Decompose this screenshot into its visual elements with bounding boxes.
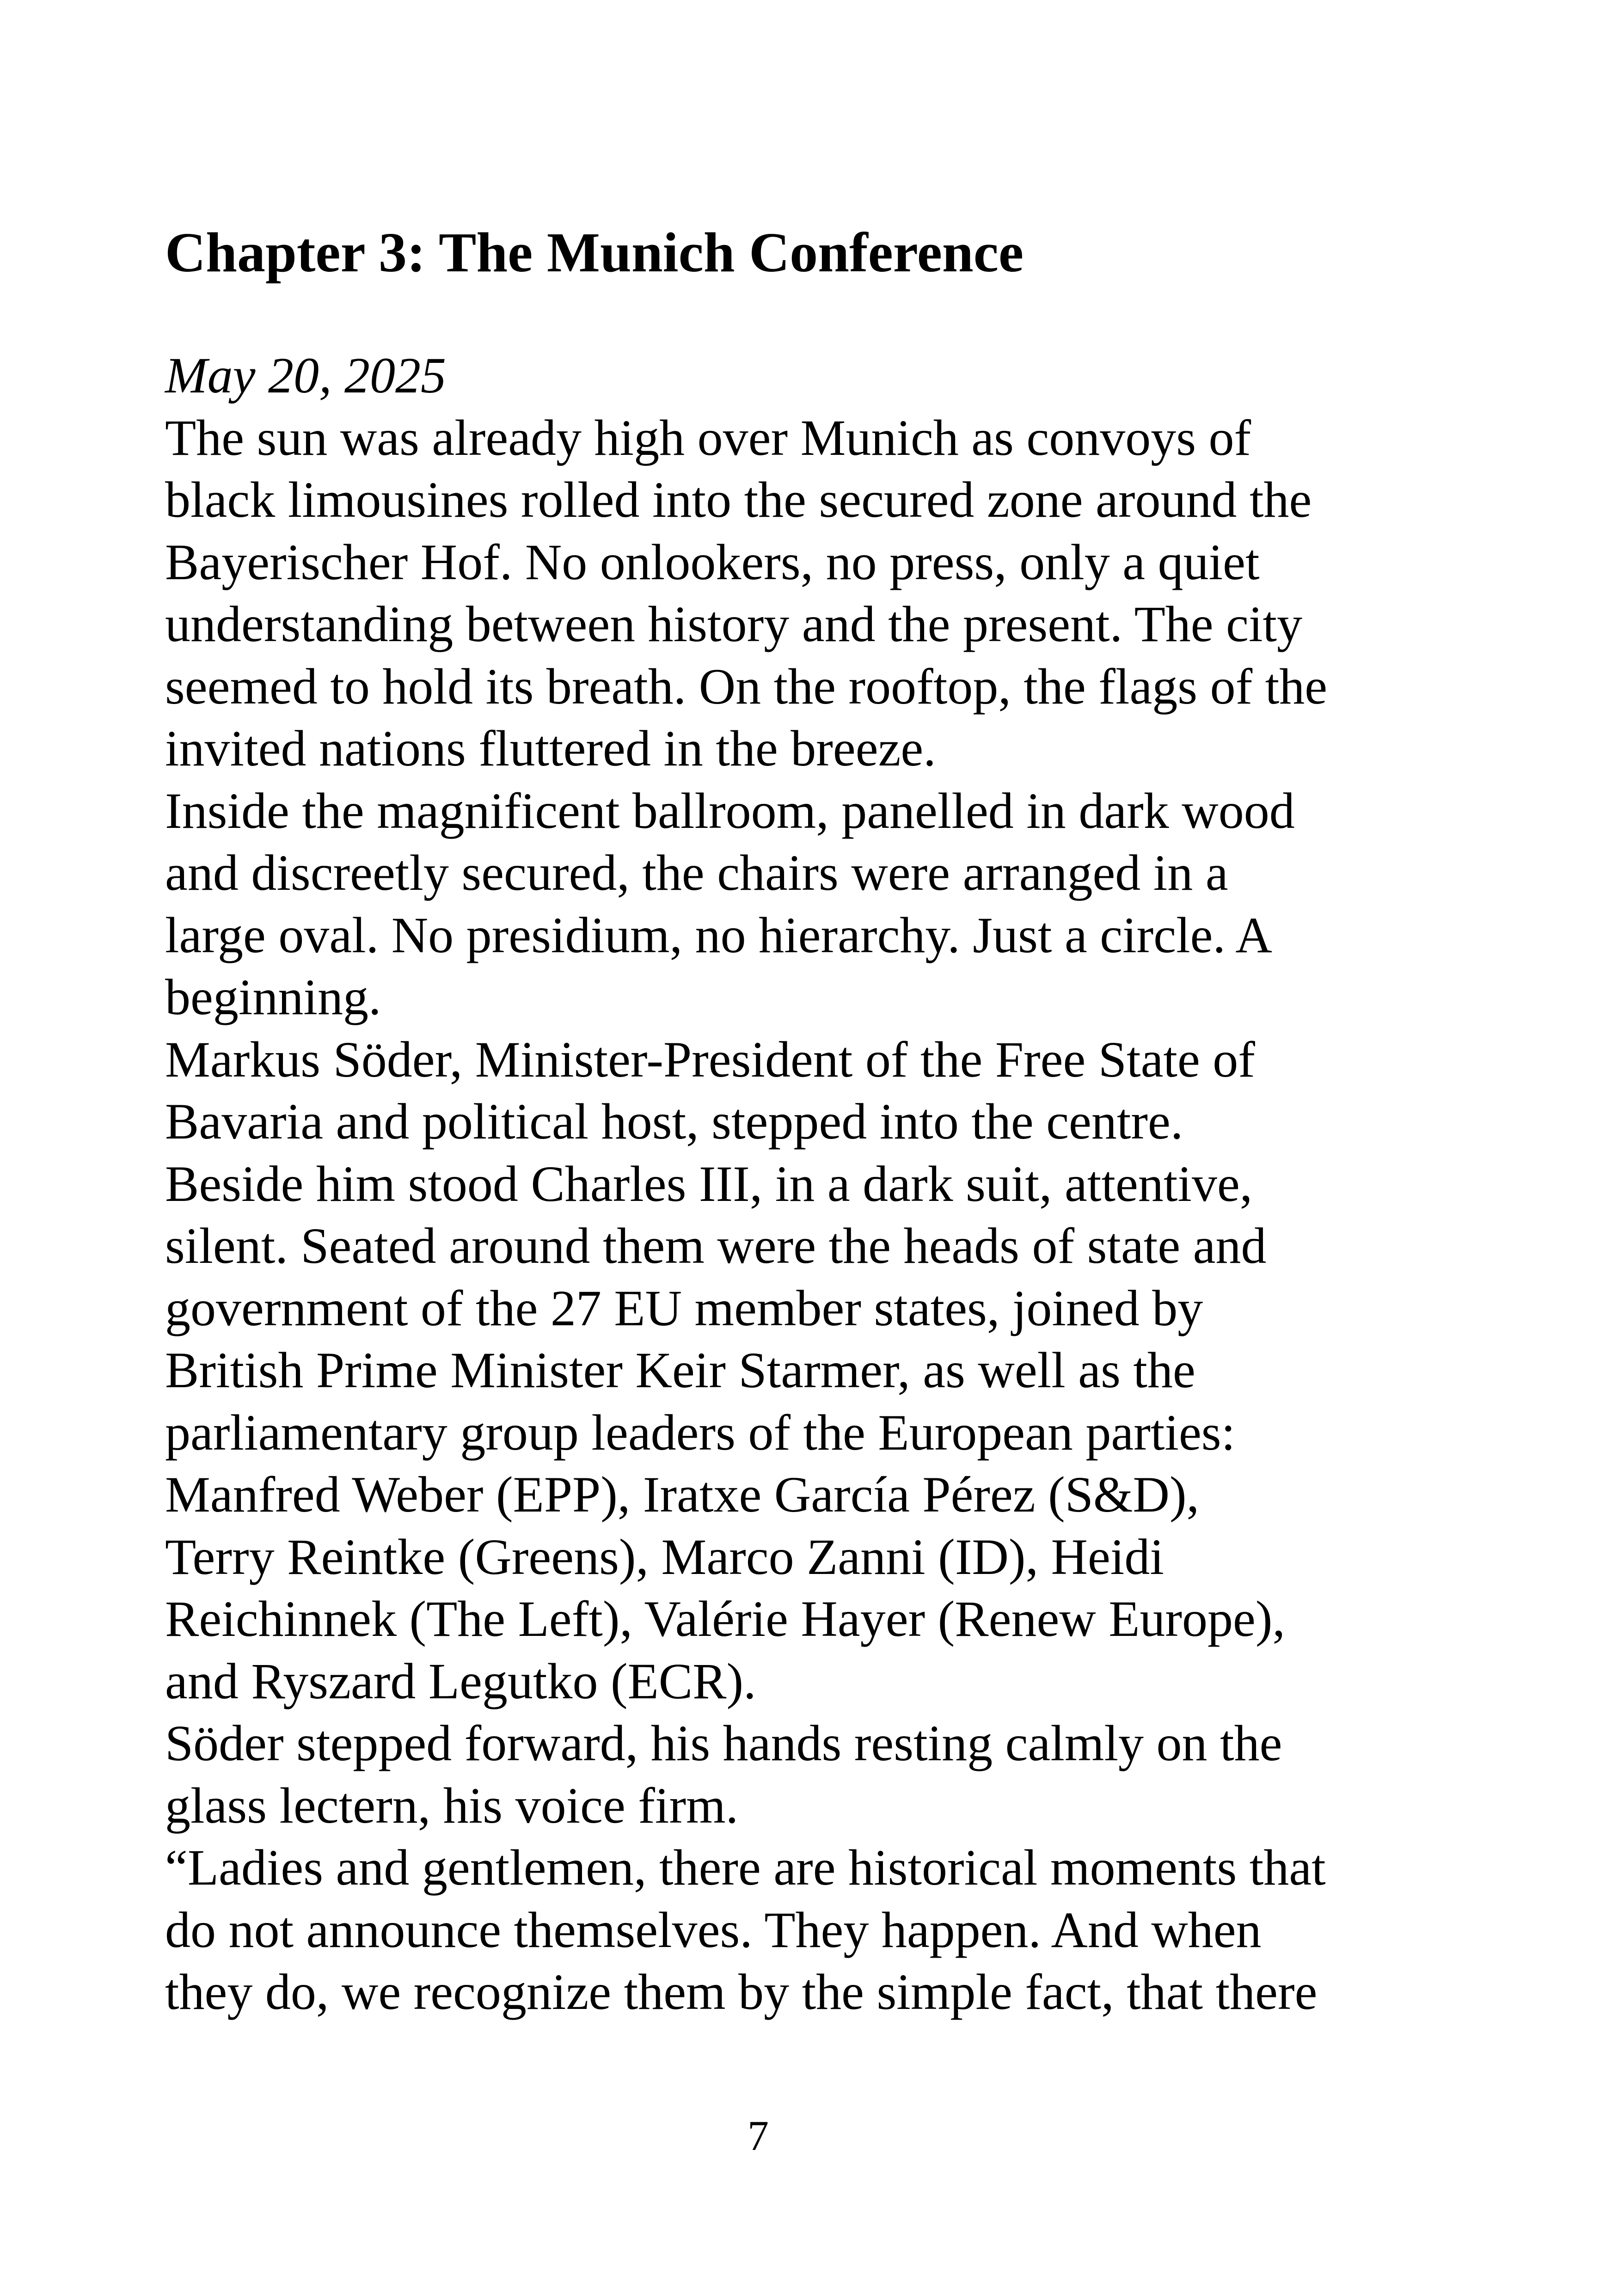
text-line: Inside the magnificent ballroom, panelled in dark wood	[165, 782, 1295, 839]
text-line: Bayerischer Hof. No onlookers, no press, only a quiet	[165, 533, 1260, 590]
text-line: British Prime Minister Keir Starmer, as well as the	[165, 1342, 1195, 1398]
text-line: The sun was already high over Munich as convoys of	[165, 409, 1251, 466]
chapter-date: May 20, 2025	[165, 347, 446, 404]
text-line: they do, we recognize them by the simple fact, that there	[165, 1964, 1318, 2020]
chapter-body	[165, 344, 1459, 2023]
text-line: black limousines rolled into the secured zone around the	[165, 471, 1312, 528]
text-line: glass lectern, his voice firm.	[165, 1777, 739, 1834]
chapter-title: Chapter 3: The Munich Conference	[165, 221, 1024, 284]
text-line: and discreetly secured, the chairs were arranged in a	[165, 845, 1228, 901]
text-line: Reichinnek (The Left), Valérie Hayer (Renew Europe),	[165, 1591, 1286, 1647]
text-line: and Ryszard Legutko (ECR).	[165, 1653, 756, 1709]
text-line: beginning.	[165, 969, 381, 1025]
text-line: Terry Reintke (Greens), Marco Zanni (ID), Heidi	[165, 1528, 1164, 1585]
text-line: Beside him stood Charles III, in a dark suit, attentive,	[165, 1155, 1253, 1212]
text-line: do not announce themselves. They happen. And when	[165, 1901, 1262, 1958]
text-line: Manfred Weber (EPP), Iratxe García Pérez (S&D),	[165, 1466, 1200, 1523]
text-line: silent. Seated around them were the heads of state and	[165, 1218, 1267, 1274]
text-line: large oval. No presidium, no hierarchy. Just a circle. A	[165, 906, 1272, 963]
page-number: 7	[748, 2112, 769, 2159]
text-line: Markus Söder, Minister-President of the Free State of	[165, 1031, 1255, 1088]
text-line: seemed to hold its breath. On the rooftop, the flags of the	[165, 658, 1328, 715]
text-line: parliamentary group leaders of the European parties:	[165, 1404, 1236, 1461]
text-line: understanding between history and the present. The city	[165, 596, 1303, 652]
text-line: Söder stepped forward, his hands resting calmly on the	[165, 1715, 1282, 1771]
text-line: invited nations fluttered in the breeze.	[165, 720, 936, 777]
text-line: “Ladies and gentlemen, there are historical moments that	[165, 1839, 1326, 1896]
text-line: Bavaria and political host, stepped into the centre.	[165, 1093, 1183, 1150]
text-line: government of the 27 EU member states, joined by	[165, 1280, 1203, 1336]
